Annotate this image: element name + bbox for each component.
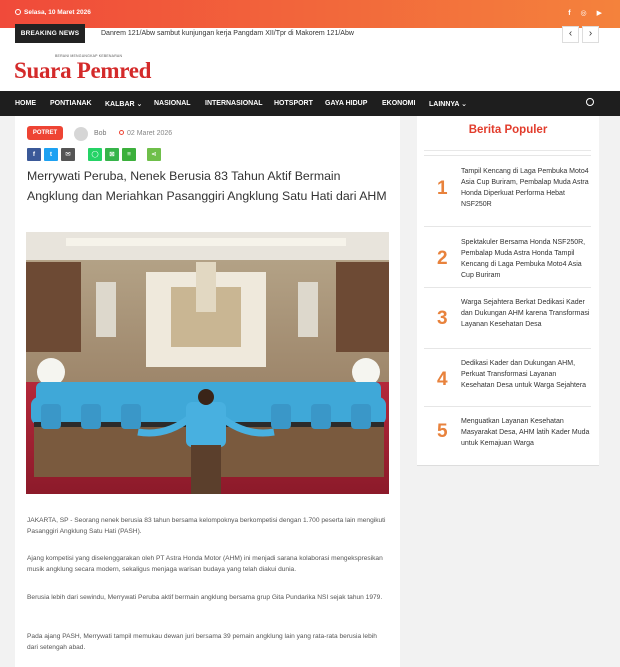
category-badge[interactable]: POTRET [27, 126, 63, 140]
popular-item[interactable] [424, 226, 591, 286]
popular-rank: 2 [437, 248, 448, 269]
search-icon[interactable] [586, 98, 594, 106]
breaking-next-button[interactable]: › [582, 26, 599, 43]
popular-rank: 3 [437, 308, 448, 329]
share-facebook-button[interactable]: f [27, 148, 41, 161]
clock-icon [15, 9, 21, 15]
popular-item[interactable] [424, 348, 591, 408]
nav-item-nasional[interactable]: NASIONAL [154, 100, 191, 107]
nav-item-gaya-hidup[interactable]: GAYA HIDUP [325, 100, 368, 107]
popular-news-divider [424, 150, 591, 151]
article-photo [26, 232, 389, 494]
share-email-button[interactable]: ✉ [61, 148, 75, 161]
popular-item[interactable] [424, 287, 591, 347]
breaking-news-label: BREAKING NEWS [15, 24, 85, 43]
nav-item-ekonomi[interactable]: EKONOMI [382, 100, 416, 107]
breaking-news-headline[interactable]: Danrem 121/Abw sambut kunjungan kerja Pangdam XII/Tpr di Makorem 121/Abw [101, 30, 354, 37]
popular-item-title[interactable]: Warga Sejahtera Berkat Dedikasi Kader dan Dukungan AHM karena Transformasi Layanan Kesehatan Desa [461, 299, 590, 328]
nav-item-pontianak[interactable]: PONTIANAK [50, 100, 92, 107]
social-links [560, 9, 602, 17]
facebook-icon[interactable]: f [568, 10, 571, 17]
nav-item-kalbar[interactable]: KALBAR ⌄ [105, 101, 143, 108]
article-paragraph-2: Ajang kompetisi yang diselenggarakan oleh PT Astra Honda Motor (AHM) ini menjadi sarana kolaborasi mengekspresikan musik angklung secara modern, sekaligus menjaga warisan budaya yang telah diakui dunia. [27, 555, 383, 573]
popular-news-title: Berita Populer [468, 124, 548, 136]
popular-item-title[interactable]: Menguatkan Layanan Kesehatan Masyarakat Desa, AHM latih Kader Muda untuk Kemajuan Warga [461, 418, 590, 447]
nav-item-home[interactable]: HOME [15, 100, 36, 107]
popular-item[interactable] [424, 406, 591, 466]
current-date-text: Selasa, 10 Maret 2026 [24, 9, 91, 16]
popular-rank: 4 [437, 369, 448, 390]
top-bar [0, 0, 620, 28]
site-logo[interactable]: Suara Pemred [14, 58, 152, 83]
article-paragraph-4: Pada ajang PASH, Merrywati tampil memukau dewan juri bersama 39 pemain angklung lain yang rata-rata berusia lebih dari setengah abad. [27, 633, 377, 651]
popular-item-title[interactable]: Spektakuler Bersama Honda NSF250R, Pembalap Muda Astra Honda Tampil Kencang di Laga Pembuka Moto4 Asia Cup Buriram [461, 239, 586, 279]
nav-item-hotsport[interactable]: HOTSPORT [274, 100, 313, 107]
publish-date-text: 02 Maret 2026 [127, 130, 173, 137]
share-twitter-button[interactable]: t [44, 148, 58, 161]
nav-item-internasional[interactable]: INTERNASIONAL [205, 100, 263, 107]
popular-item-title[interactable]: Dedikasi Kader dan Dukungan AHM, Perkuat Transformasi Layanan Kesehatan Desa untuk Warga Sejahtera [461, 360, 587, 389]
publish-date [119, 130, 172, 137]
article-title: Merrywati Peruba, Nenek Berusia 83 Tahun Aktif Bermain Angklung dan Meriahkan Pasanggiri Angklung Satu Hati dari AHM [27, 169, 387, 203]
share-sms-button[interactable]: ≡ [122, 148, 136, 161]
share-line-button[interactable]: ⊠ [105, 148, 119, 161]
breaking-prev-button[interactable]: ‹ [562, 26, 579, 43]
article-paragraph-3: Berusia lebih dari sewindu, Merrywati Peruba aktif bermain angklung bersama grup Gita Pundarika NSI sejak tahun 1979. [27, 594, 383, 601]
popular-item[interactable] [424, 155, 591, 215]
author-name[interactable]: Bob [94, 130, 107, 137]
share-whatsapp-button[interactable]: ◯ [88, 148, 102, 161]
popular-rank: 1 [437, 178, 448, 199]
popular-rank: 5 [437, 421, 448, 442]
main-nav [0, 91, 620, 116]
youtube-icon[interactable]: ▶ [596, 10, 602, 17]
article-paragraph-1: JAKARTA, SP - Seorang nenek berusia 83 tahun bersama kelompoknya berkompetisi dengan 1.700 peserta lain mengikuti Pasanggiri Angklung Satu Hati (PASH). [27, 517, 386, 535]
instagram-icon[interactable]: ◎ [580, 10, 587, 17]
angklung-performance-photo [26, 232, 389, 494]
author-avatar [74, 127, 88, 141]
popular-item-title[interactable]: Tampil Kencang di Laga Pembuka Moto4 Asia Cup Buriram, Pembalap Muda Astra Honda Diperkuat Performa Hebat NSF250R [461, 168, 589, 208]
current-date [15, 9, 91, 16]
clock-icon [119, 130, 124, 135]
nav-item-lainnya[interactable]: LAINNYA ⌄ [429, 101, 468, 108]
site-tagline: BERANI MENGUNGKAP KEBENARAN [55, 54, 123, 58]
share-more-button[interactable]: ⋖ [147, 148, 161, 161]
